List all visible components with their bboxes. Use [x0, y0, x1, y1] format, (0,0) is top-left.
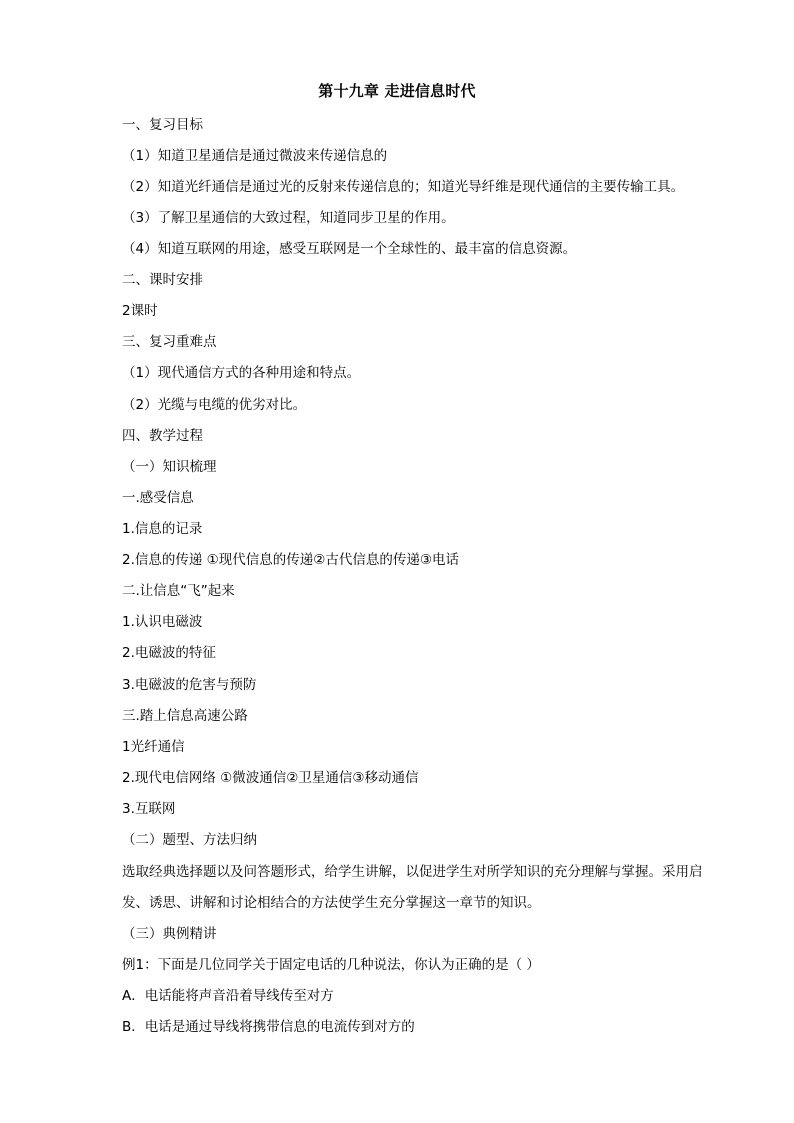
topic-heading-information-highway: 三.踏上信息高速公路 [122, 708, 248, 724]
method-paragraph: 选取经典选择题以及问答题形式，给学生讲解，以促进学生对所学知识的充分理解与掌握。采用启发、诱思、讲解和讨论相结合的方法使学生充分掌握这一章节的知识。 [122, 864, 703, 911]
goal-item-4: （4）知道互联网的用途，感受互联网是一个全球性的、最丰富的信息资源。 [122, 241, 577, 257]
goal-item-3: （3）了解卫星通信的大致过程，知道同步卫星的作用。 [122, 210, 455, 226]
key-point-2: （2）光缆与电缆的优劣对比。 [122, 397, 307, 413]
topic-item: 2.现代电信网络 ①微波通信②卫星通信③移动通信 [122, 770, 419, 786]
topic-item: 1光纤通信 [122, 739, 185, 755]
topic-item: 3.电磁波的危害与预防 [122, 677, 257, 693]
section-heading-teaching-process: 四、教学过程 [122, 428, 203, 444]
topic-item: 3.互联网 [122, 801, 176, 817]
goal-item-1: （1）知道卫星通信是通过微波来传递信息的 [122, 148, 388, 164]
topic-item: 2.信息的传递 ①现代信息的传递②古代信息的传递③电话 [122, 552, 459, 568]
section-heading-schedule: 二、课时安排 [122, 272, 203, 288]
subsection-example-explanation: （三）典例精讲 [122, 926, 217, 942]
topic-heading-feel-information: 一.感受信息 [122, 490, 194, 506]
goal-item-2: （2）知道光纤通信是通过光的反射来传递信息的；知道光导纤维是现代通信的主要传输工具。 [122, 179, 685, 195]
document-title: 第十九章 走进信息时代 [318, 82, 476, 100]
example-question: 例1：下面是几位同学关于固定电话的几种说法，你认为正确的是（ ） [122, 957, 540, 973]
section-heading-review-goals: 一、复习目标 [122, 117, 203, 133]
subsection-knowledge-review: （一）知识梳理 [122, 459, 217, 475]
topic-item: 1.认识电磁波 [122, 614, 203, 630]
topic-item: 2.电磁波的特征 [122, 645, 216, 661]
answer-option-b: B．电话是通过导线将携带信息的电流传到对方的 [122, 1019, 415, 1035]
section-heading-key-points: 三、复习重难点 [122, 334, 217, 350]
topic-item: 1.信息的记录 [122, 521, 203, 537]
key-point-1: （1）现代通信方式的各种用途和特点。 [122, 365, 361, 381]
topic-heading-let-information-fly: 二.让信息“飞”起来 [122, 583, 235, 599]
subsection-question-types: （二）题型、方法归纳 [122, 832, 257, 848]
answer-option-a: A．电话能将声音沿着导线传至对方 [122, 988, 334, 1004]
schedule-value: 2课时 [122, 303, 158, 319]
